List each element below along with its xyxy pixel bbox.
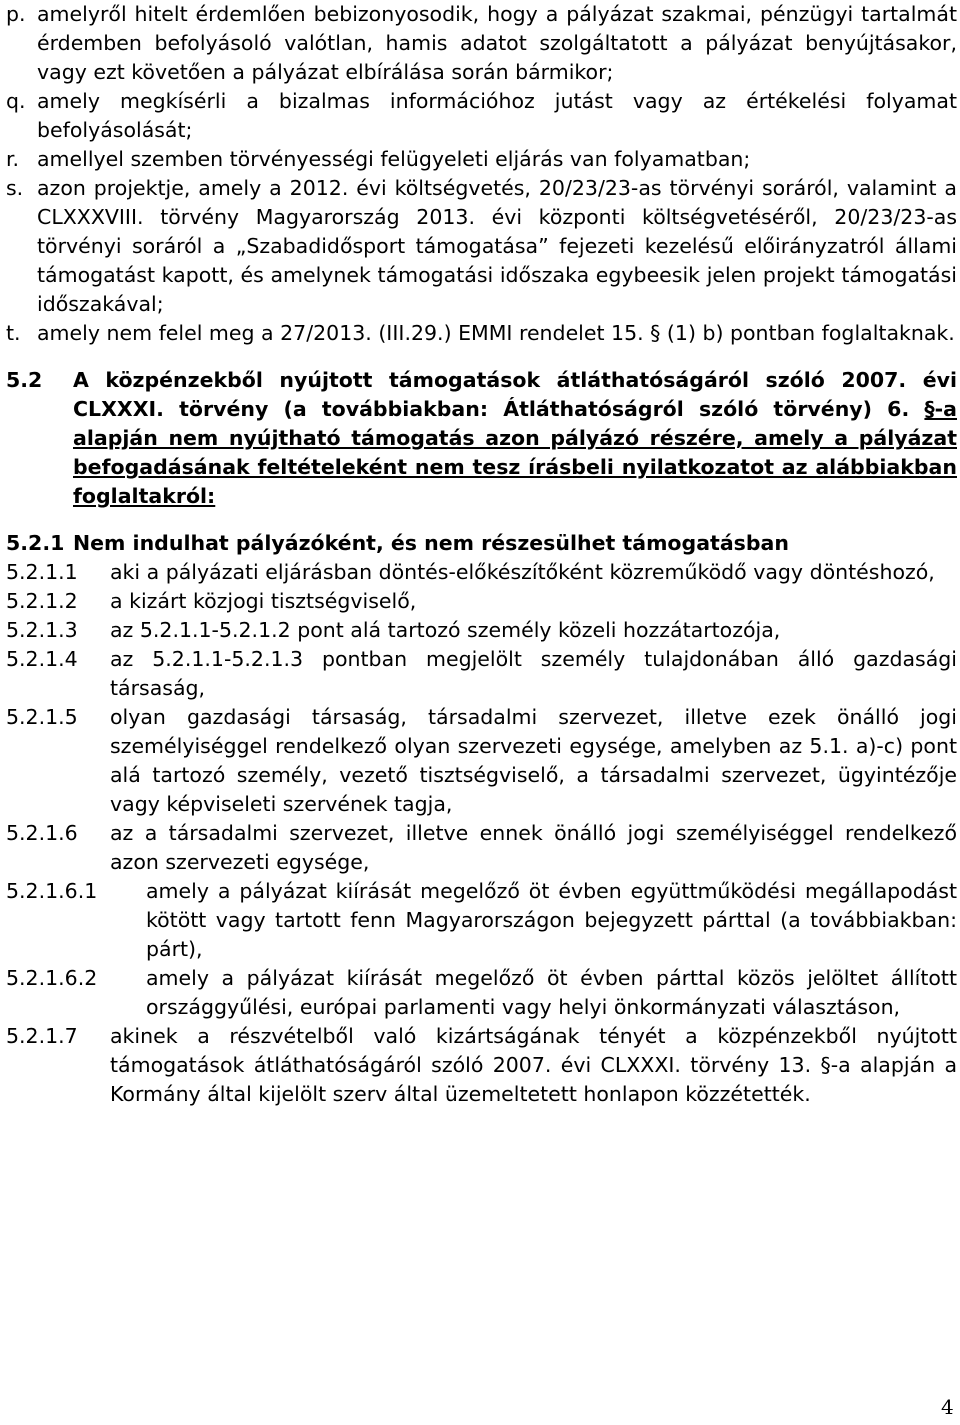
page-number: 4 (941, 1395, 954, 1419)
list-item-p (6, 0, 957, 87)
item-text: amelyről hitelt érdemlően bebizonyosodik, hogy a pályázat szakmai, pénzügyi tartalmát érdemben befolyásoló valótlan, hamis adatot szolgáltatott a pályázat benyújtásakor, vagy ezt követően a pályázat elbírálása során bármikor; (37, 2, 957, 84)
item-text: amely megkísérli a bizalmas információhoz jutást vagy az értékelési folyamat befolyásolását; (37, 89, 957, 142)
list-item-t (6, 319, 957, 348)
list-item-5-2-1-1 (6, 558, 957, 587)
item-label: 5.2.1.6 (6, 821, 78, 845)
item-label: p. (6, 2, 26, 26)
item-label: 5.2.1.5 (6, 705, 78, 729)
section-title: Nem indulhat pályázóként, és nem részesülhet támogatásban (73, 531, 789, 555)
list-item-5-2-1-7 (6, 1022, 957, 1109)
item-text: akinek a részvételből való kizártságának tényét a közpénzekből nyújtott támogatások átláthatóságáról szóló 2007. évi CLXXXI. törvény 13. §-a alapján a Kormány által kijelölt szerv által üzemeltetett honlapon közzétették. (110, 1024, 957, 1106)
item-label: 5.2.1.3 (6, 618, 78, 642)
list-item-r (6, 145, 957, 174)
item-text: aki a pályázati eljárásban döntés-előkészítőként közreműködő vagy döntéshozó, (110, 560, 935, 584)
list-item-5-2-1-6 (6, 819, 957, 877)
item-label: 5.2.1.1 (6, 560, 78, 584)
item-text: amely a pályázat kiírását megelőző öt évben párttal közös jelöltet állított országgyűlési, európai parlamenti vagy helyi önkormányzati választáson, (146, 966, 957, 1019)
item-text: a kizárt közjogi tisztségviselő, (110, 589, 417, 613)
section-text (73, 366, 957, 511)
list-item-5-2-1-5 (6, 703, 957, 819)
section-5-2-heading (6, 366, 957, 511)
item-text: az 5.2.1.1-5.2.1.3 pontban megjelölt személy tulajdonában álló gazdasági társaság, (110, 647, 957, 700)
list-item-5-2-1-4 (6, 645, 957, 703)
section-text-underlined: §-a alapján nem nyújtható támogatás azon pályázó részére, amely a pályázat befogadásának feltételeként nem tesz írásbeli nyilatkozatot az alábbiakban foglaltakról: (73, 397, 958, 508)
item-text: az 5.2.1.1-5.2.1.2 pont alá tartozó személy közeli hozzátartozója, (110, 618, 781, 642)
list-item-5-2-1-6-1 (6, 877, 957, 964)
list-item-5-2-1-6-2 (6, 964, 957, 1022)
item-label: t. (6, 321, 21, 345)
document-page (6, 0, 957, 1109)
item-text: amely a pályázat kiírását megelőző öt évben együttműködési megállapodást kötött vagy tartott fenn Magyarországon bejegyzett párttal (a továbbiakban: párt), (146, 879, 957, 961)
list-item-s (6, 174, 957, 319)
section-number: 5.2.1 (6, 531, 65, 555)
list-item-5-2-1-3 (6, 616, 957, 645)
section-text-plain: A közpénzekből nyújtott támogatások átláthatóságáról szóló 2007. évi CLXXXI. törvény (a továbbiakban: Átláthatóságról szóló törvény) 6. (73, 368, 957, 421)
section-5-2-1-heading (6, 529, 957, 558)
item-label: r. (6, 147, 20, 171)
list-item-q (6, 87, 957, 145)
item-label: q. (6, 89, 26, 113)
item-text: azon projektje, amely a 2012. évi költségvetés, 20/23/23-as törvényi soráról, valamint a CLXXXVIII. törvény Magyarország 2013. évi központi költségvetéséről, 20/23/23-as törvényi soráról a „Szabadidősport támogatása” fejezeti kezelésű előirányzatról állami támogatást kapott, és amelynek támogatási időszaka egybeesik jelen projekt támogatási időszakával; (37, 176, 957, 316)
item-label: 5.2.1.2 (6, 589, 78, 613)
item-label: 5.2.1.4 (6, 647, 78, 671)
item-label: s. (6, 176, 24, 200)
item-text: olyan gazdasági társaság, társadalmi szervezet, illetve ezek önálló jogi személyiséggel rendelkező olyan szervezeti egysége, amelyben az 5.1. a)-c) pont alá tartozó személy, vezető tisztségviselő, a társadalmi szervezet, ügyintézője vagy képviseleti szervének tagja, (110, 705, 957, 816)
item-text: amellyel szemben törvényességi felügyeleti eljárás van folyamatban; (37, 147, 751, 171)
item-label: 5.2.1.7 (6, 1024, 78, 1048)
item-label: 5.2.1.6.1 (6, 879, 98, 903)
item-label: 5.2.1.6.2 (6, 966, 98, 990)
item-text: amely nem felel meg a 27/2013. (III.29.) EMMI rendelet 15. § (1) b) pontban foglaltaknak. (37, 321, 955, 345)
list-item-5-2-1-2 (6, 587, 957, 616)
section-number: 5.2 (6, 368, 43, 392)
item-text: az a társadalmi szervezet, illetve ennek önálló jogi személyiséggel rendelkező azon szervezeti egysége, (110, 821, 957, 874)
